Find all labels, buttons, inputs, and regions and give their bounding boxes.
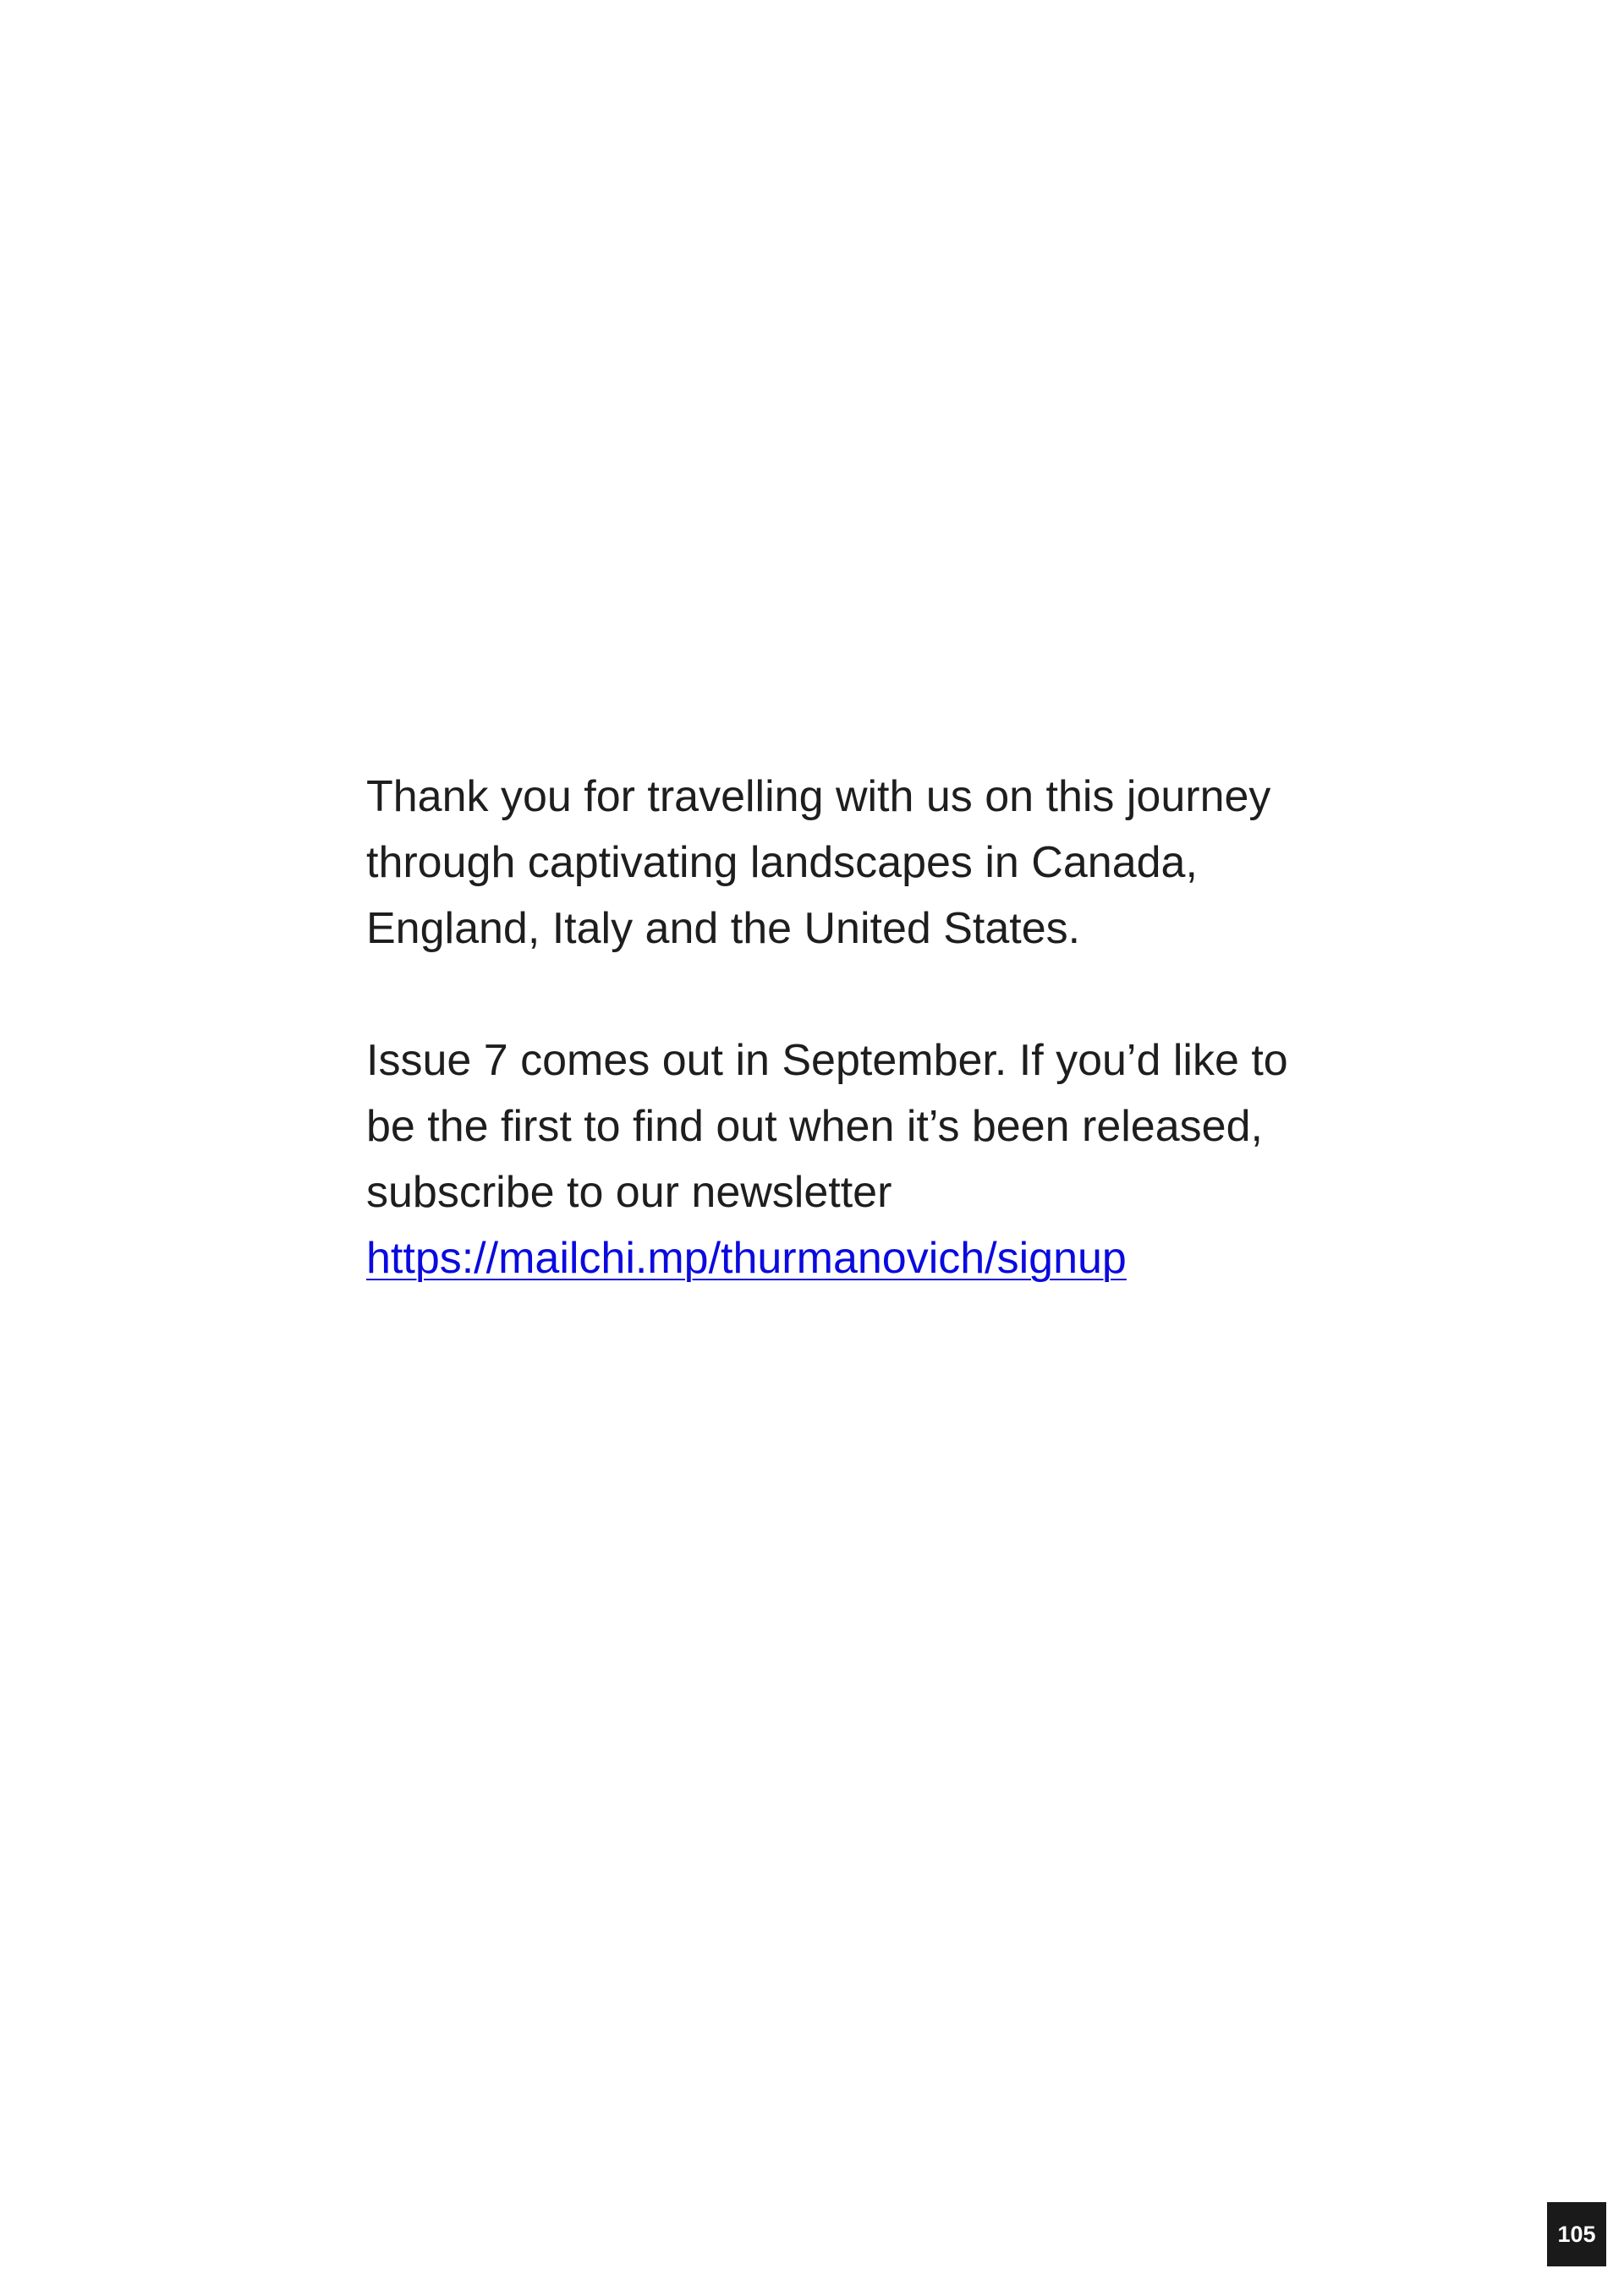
newsletter-paragraph [366, 1027, 1305, 1291]
closing-paragraph: Thank you for travelling with us on this journey through captivating landscapes in Canada, England, Italy and the United States. [366, 772, 1271, 953]
page-body [366, 764, 1305, 1291]
newsletter-text: Issue 7 comes out in September. If you’d like to be the first to find out when it’s been released, subscribe to our newsletter [366, 1036, 1288, 1217]
page-number-badge: 105 [1547, 2202, 1606, 2266]
newsletter-signup-link[interactable]: https://mailchi.mp/thurmanovich/signup [366, 1234, 1127, 1283]
